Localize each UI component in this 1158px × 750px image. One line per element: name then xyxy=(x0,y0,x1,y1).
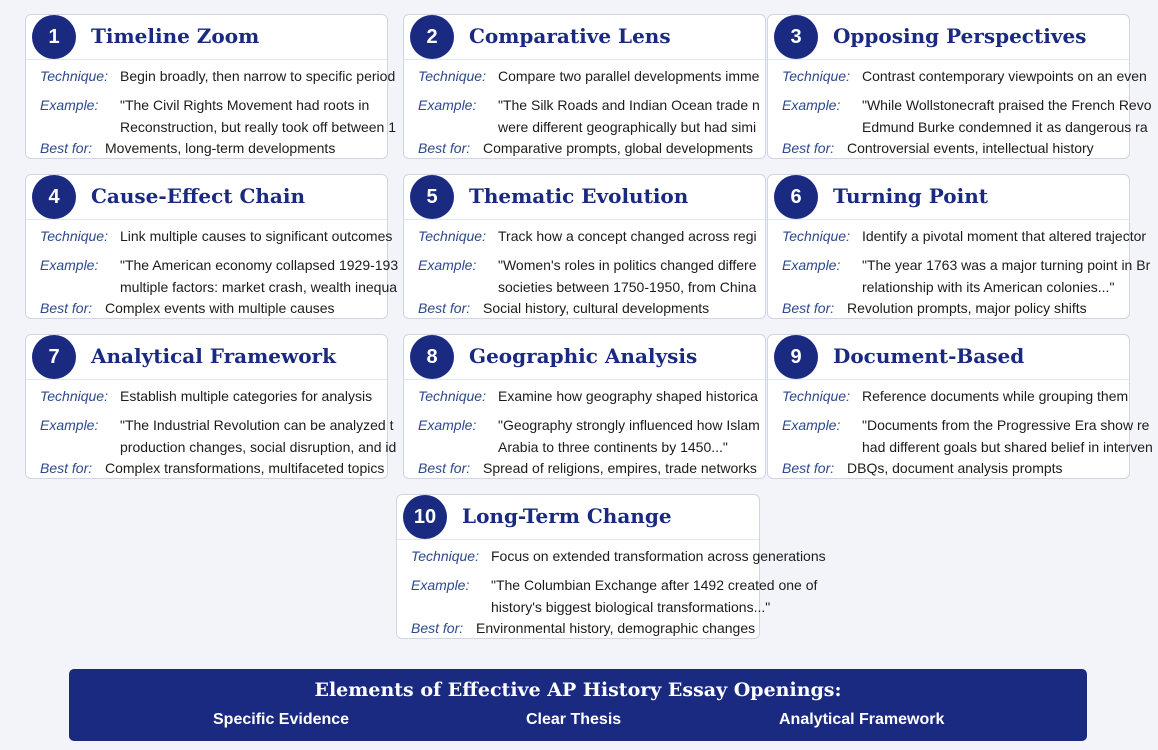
example-text: "The Industrial Revolution can be analyzed t production changes, social disruption, and id xyxy=(120,417,397,455)
example-text: "The year 1763 was a major turning point in Br relationship with its American colonies..." xyxy=(862,257,1151,295)
best-for-text: Revolution prompts, major policy shifts xyxy=(847,300,1087,316)
card-title: Timeline Zoom xyxy=(91,24,260,48)
example-text: "The Columbian Exchange after 1492 created one of history's biggest biological transformations..." xyxy=(491,577,818,615)
example-label: Example: xyxy=(411,577,470,593)
best-for-label: Best for: xyxy=(40,460,93,476)
technique-label: Technique: xyxy=(40,228,108,244)
example-text: "Documents from the Progressive Era show re had different goals but shared belief in interven xyxy=(862,417,1153,455)
card-number-badge: 6 xyxy=(774,175,818,219)
card-header xyxy=(26,15,387,59)
card-divider xyxy=(26,379,387,380)
technique-text: Focus on extended transformation across generations xyxy=(491,548,826,564)
example-text: "Geography strongly influenced how Islam Arabia to three continents by 1450..." xyxy=(498,417,760,455)
card-header xyxy=(26,335,387,379)
best-for-text: Complex events with multiple causes xyxy=(105,300,335,316)
card-opposing-perspectives xyxy=(767,14,1152,159)
banner-item-specific-evidence: Specific Evidence xyxy=(213,711,350,728)
technique-text: Link multiple causes to significant outcomes xyxy=(120,228,393,244)
best-for-label: Best for: xyxy=(418,140,471,156)
card-title: Comparative Lens xyxy=(469,24,671,48)
card-analytical-framework xyxy=(25,334,397,479)
summary-banner xyxy=(69,669,1087,741)
best-for-text: Controversial events, intellectual history xyxy=(847,140,1094,156)
best-for-label: Best for: xyxy=(418,300,471,316)
technique-text: Establish multiple categories for analysis xyxy=(120,388,373,404)
card-title: Document-Based xyxy=(833,344,1025,368)
example-text: "The Silk Roads and Indian Ocean trade n were different geographically but had simi xyxy=(498,97,760,135)
card-number-badge: 7 xyxy=(32,335,76,379)
example-label: Example: xyxy=(40,417,99,433)
technique-text: Examine how geography shaped historica xyxy=(498,388,758,404)
best-for-label: Best for: xyxy=(411,620,464,636)
example-text: "While Wollstonecraft praised the French Revo Edmund Burke condemned it as dangerous ra xyxy=(862,97,1152,135)
best-for-text: Social history, cultural developments xyxy=(483,300,710,316)
card-header xyxy=(404,175,765,219)
card-number-badge: 10 xyxy=(403,495,447,539)
card-title: Turning Point xyxy=(833,184,988,208)
best-for-label: Best for: xyxy=(782,460,835,476)
card-title: Analytical Framework xyxy=(91,344,336,368)
card-divider xyxy=(26,219,387,220)
card-cause-effect-chain xyxy=(25,174,399,319)
card-number-badge: 9 xyxy=(774,335,818,379)
best-for-text: Movements, long-term developments xyxy=(105,140,336,156)
card-number-badge: 4 xyxy=(32,175,76,219)
card-divider xyxy=(768,379,1129,380)
banner-item-clear-thesis: Clear Thesis xyxy=(526,711,622,728)
example-label: Example: xyxy=(40,257,99,273)
card-divider xyxy=(397,539,759,540)
card-number-badge: 5 xyxy=(410,175,454,219)
card-header xyxy=(768,175,1129,219)
example-label: Example: xyxy=(418,417,477,433)
card-divider xyxy=(768,59,1129,60)
card-number-badge: 2 xyxy=(410,15,454,59)
example-label: Example: xyxy=(40,97,99,113)
card-title: Geographic Analysis xyxy=(469,344,698,368)
card-divider xyxy=(404,219,765,220)
example-label: Example: xyxy=(782,257,841,273)
best-for-text: Comparative prompts, global developments xyxy=(483,140,754,156)
technique-label: Technique: xyxy=(40,68,108,84)
technique-text: Track how a concept changed across regi xyxy=(498,228,757,244)
technique-label: Technique: xyxy=(418,228,486,244)
card-header xyxy=(26,175,387,219)
card-geographic-analysis xyxy=(403,334,766,479)
technique-text: Begin broadly, then narrow to specific period xyxy=(120,68,396,84)
banner-title: Elements of Effective AP History Essay Openings: xyxy=(314,679,842,701)
card-document-based xyxy=(767,334,1153,479)
best-for-label: Best for: xyxy=(782,140,835,156)
technique-label: Technique: xyxy=(418,68,486,84)
card-title: Cause-Effect Chain xyxy=(91,184,306,208)
card-thematic-evolution xyxy=(403,174,766,319)
card-title: Opposing Perspectives xyxy=(833,24,1087,48)
card-header xyxy=(404,15,765,59)
card-divider xyxy=(768,219,1129,220)
card-comparative-lens xyxy=(403,14,766,159)
example-text: "The Civil Rights Movement had roots in Reconstruction, but really took off between 1 xyxy=(120,97,397,135)
card-number-badge: 3 xyxy=(774,15,818,59)
technique-label: Technique: xyxy=(782,228,850,244)
technique-label: Technique: xyxy=(782,68,850,84)
best-for-text: DBQs, document analysis prompts xyxy=(847,460,1063,476)
best-for-label: Best for: xyxy=(40,140,93,156)
technique-label: Technique: xyxy=(40,388,108,404)
card-divider xyxy=(26,59,387,60)
card-divider xyxy=(404,379,765,380)
technique-label: Technique: xyxy=(411,548,479,564)
best-for-text: Environmental history, demographic changes xyxy=(476,620,756,636)
card-header xyxy=(768,335,1129,379)
technique-label: Technique: xyxy=(418,388,486,404)
card-timeline-zoom xyxy=(25,14,397,159)
technique-text: Contrast contemporary viewpoints on an even xyxy=(862,68,1147,84)
technique-text: Identify a pivotal moment that altered trajector xyxy=(862,228,1147,244)
card-divider xyxy=(404,59,765,60)
technique-text: Reference documents while grouping them xyxy=(862,388,1129,404)
banner-item-analytical-framework: Analytical Framework xyxy=(779,711,945,728)
card-header xyxy=(397,495,759,539)
card-title: Long-Term Change xyxy=(462,504,672,528)
example-label: Example: xyxy=(782,417,841,433)
card-long-term-change xyxy=(396,494,826,639)
example-label: Example: xyxy=(418,97,477,113)
best-for-text: Spread of religions, empires, trade networks xyxy=(483,460,757,476)
best-for-label: Best for: xyxy=(782,300,835,316)
technique-text: Compare two parallel developments imme xyxy=(498,68,760,84)
card-turning-point xyxy=(767,174,1151,319)
card-number-badge: 1 xyxy=(32,15,76,59)
best-for-label: Best for: xyxy=(418,460,471,476)
card-header xyxy=(768,15,1129,59)
example-label: Example: xyxy=(782,97,841,113)
card-number-badge: 8 xyxy=(410,335,454,379)
best-for-text: Complex transformations, multifaceted topics xyxy=(105,460,385,476)
example-text: "Women's roles in politics changed differe societies between 1750-1950, from China xyxy=(498,257,757,295)
example-text: "The American economy collapsed 1929-193 multiple factors: market crash, wealth inequa xyxy=(120,257,399,295)
card-header xyxy=(404,335,765,379)
card-title: Thematic Evolution xyxy=(469,184,689,208)
example-label: Example: xyxy=(418,257,477,273)
technique-label: Technique: xyxy=(782,388,850,404)
best-for-label: Best for: xyxy=(40,300,93,316)
